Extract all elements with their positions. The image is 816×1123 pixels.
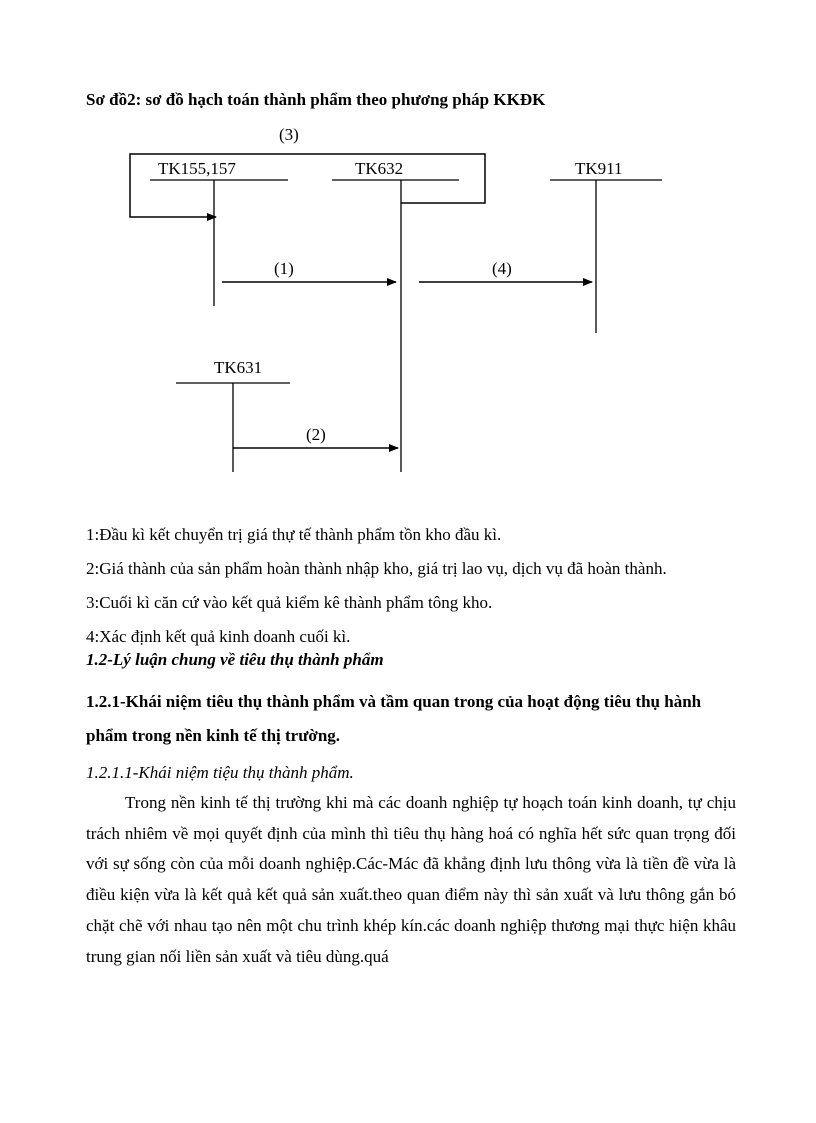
- flow-4-label: (4): [492, 259, 512, 278]
- legend-item-1: 1:Đầu kì kết chuyển trị giá thự tế thành phẩm tồn kho đầu kì.: [86, 525, 502, 544]
- flow-4: [419, 259, 592, 282]
- tk632-label: TK632: [355, 159, 404, 178]
- flow-2: [233, 425, 398, 448]
- flow-3-label: (3): [279, 125, 299, 144]
- t-account-tk155: [150, 159, 288, 306]
- flow-1-label: (1): [274, 259, 294, 278]
- section-heading: 1.2-Lý luận chung về tiêu thụ thành phẩm: [86, 650, 384, 669]
- accounting-diagram: [0, 0, 816, 500]
- legend-item-2: 2:Giá thành của sản phẩm hoàn thành nhập kho, giá trị lao vụ, dịch vụ đã hoàn thành.: [86, 559, 667, 578]
- flow-2-label: (2): [306, 425, 326, 444]
- t-account-tk631: [176, 358, 290, 472]
- subsection-heading: 1.2.1-Khái niệm tiêu thụ thành phẩm và tầm quan trong của hoạt động tiêu thụ hành phẩm trong nền kinh tế thị trường.: [86, 692, 702, 745]
- legend-item-3: 3:Cuối kì căn cứ vào kết quả kiểm kê thành phẩm tông kho.: [86, 593, 493, 612]
- subsubsection-heading: 1.2.1.1-Khái niệm tiệu thụ thành phẩm.: [86, 763, 354, 782]
- flow-1: [222, 259, 396, 282]
- body-paragraph: Trong nền kinh tế thị trường khi mà các doanh nghiệp tự hoạch toán kinh doanh, tự chịu trách nhiêm về mọi quyết định của mình thì tiêu thụ hàng hoá có nghĩa hết sức quan trọng đối với sự sống còn của mỗi doanh nghiệp.Các-Mác đã khẳng định lưu thông vừa là tiền đề vừa là điều kiện vừa là kết quả kết quả sản xuất.theo quan điểm này thì sản xuất và lưu thông gắn bó chặt chẽ với nhau tạo nên một chu trình khép kín.các doanh nghiệp thương mại thực hiện khâu trung gian nối liền sản xuất và tiêu dùng.quá: [86, 793, 736, 966]
- legend-item-4: 4:Xác định kết quả kinh doanh cuối kì.: [86, 627, 351, 646]
- tk155-label: TK155,157: [158, 159, 236, 178]
- tk631-label: TK631: [214, 358, 263, 377]
- t-account-tk632: [332, 159, 459, 472]
- t-account-tk911: [550, 159, 662, 333]
- tk911-label: TK911: [575, 159, 623, 178]
- diagram-legend: [86, 518, 736, 654]
- diagram-title: Sơ đồ2: sơ đồ hạch toán thành phẩm theo phương pháp KKĐK: [86, 90, 546, 109]
